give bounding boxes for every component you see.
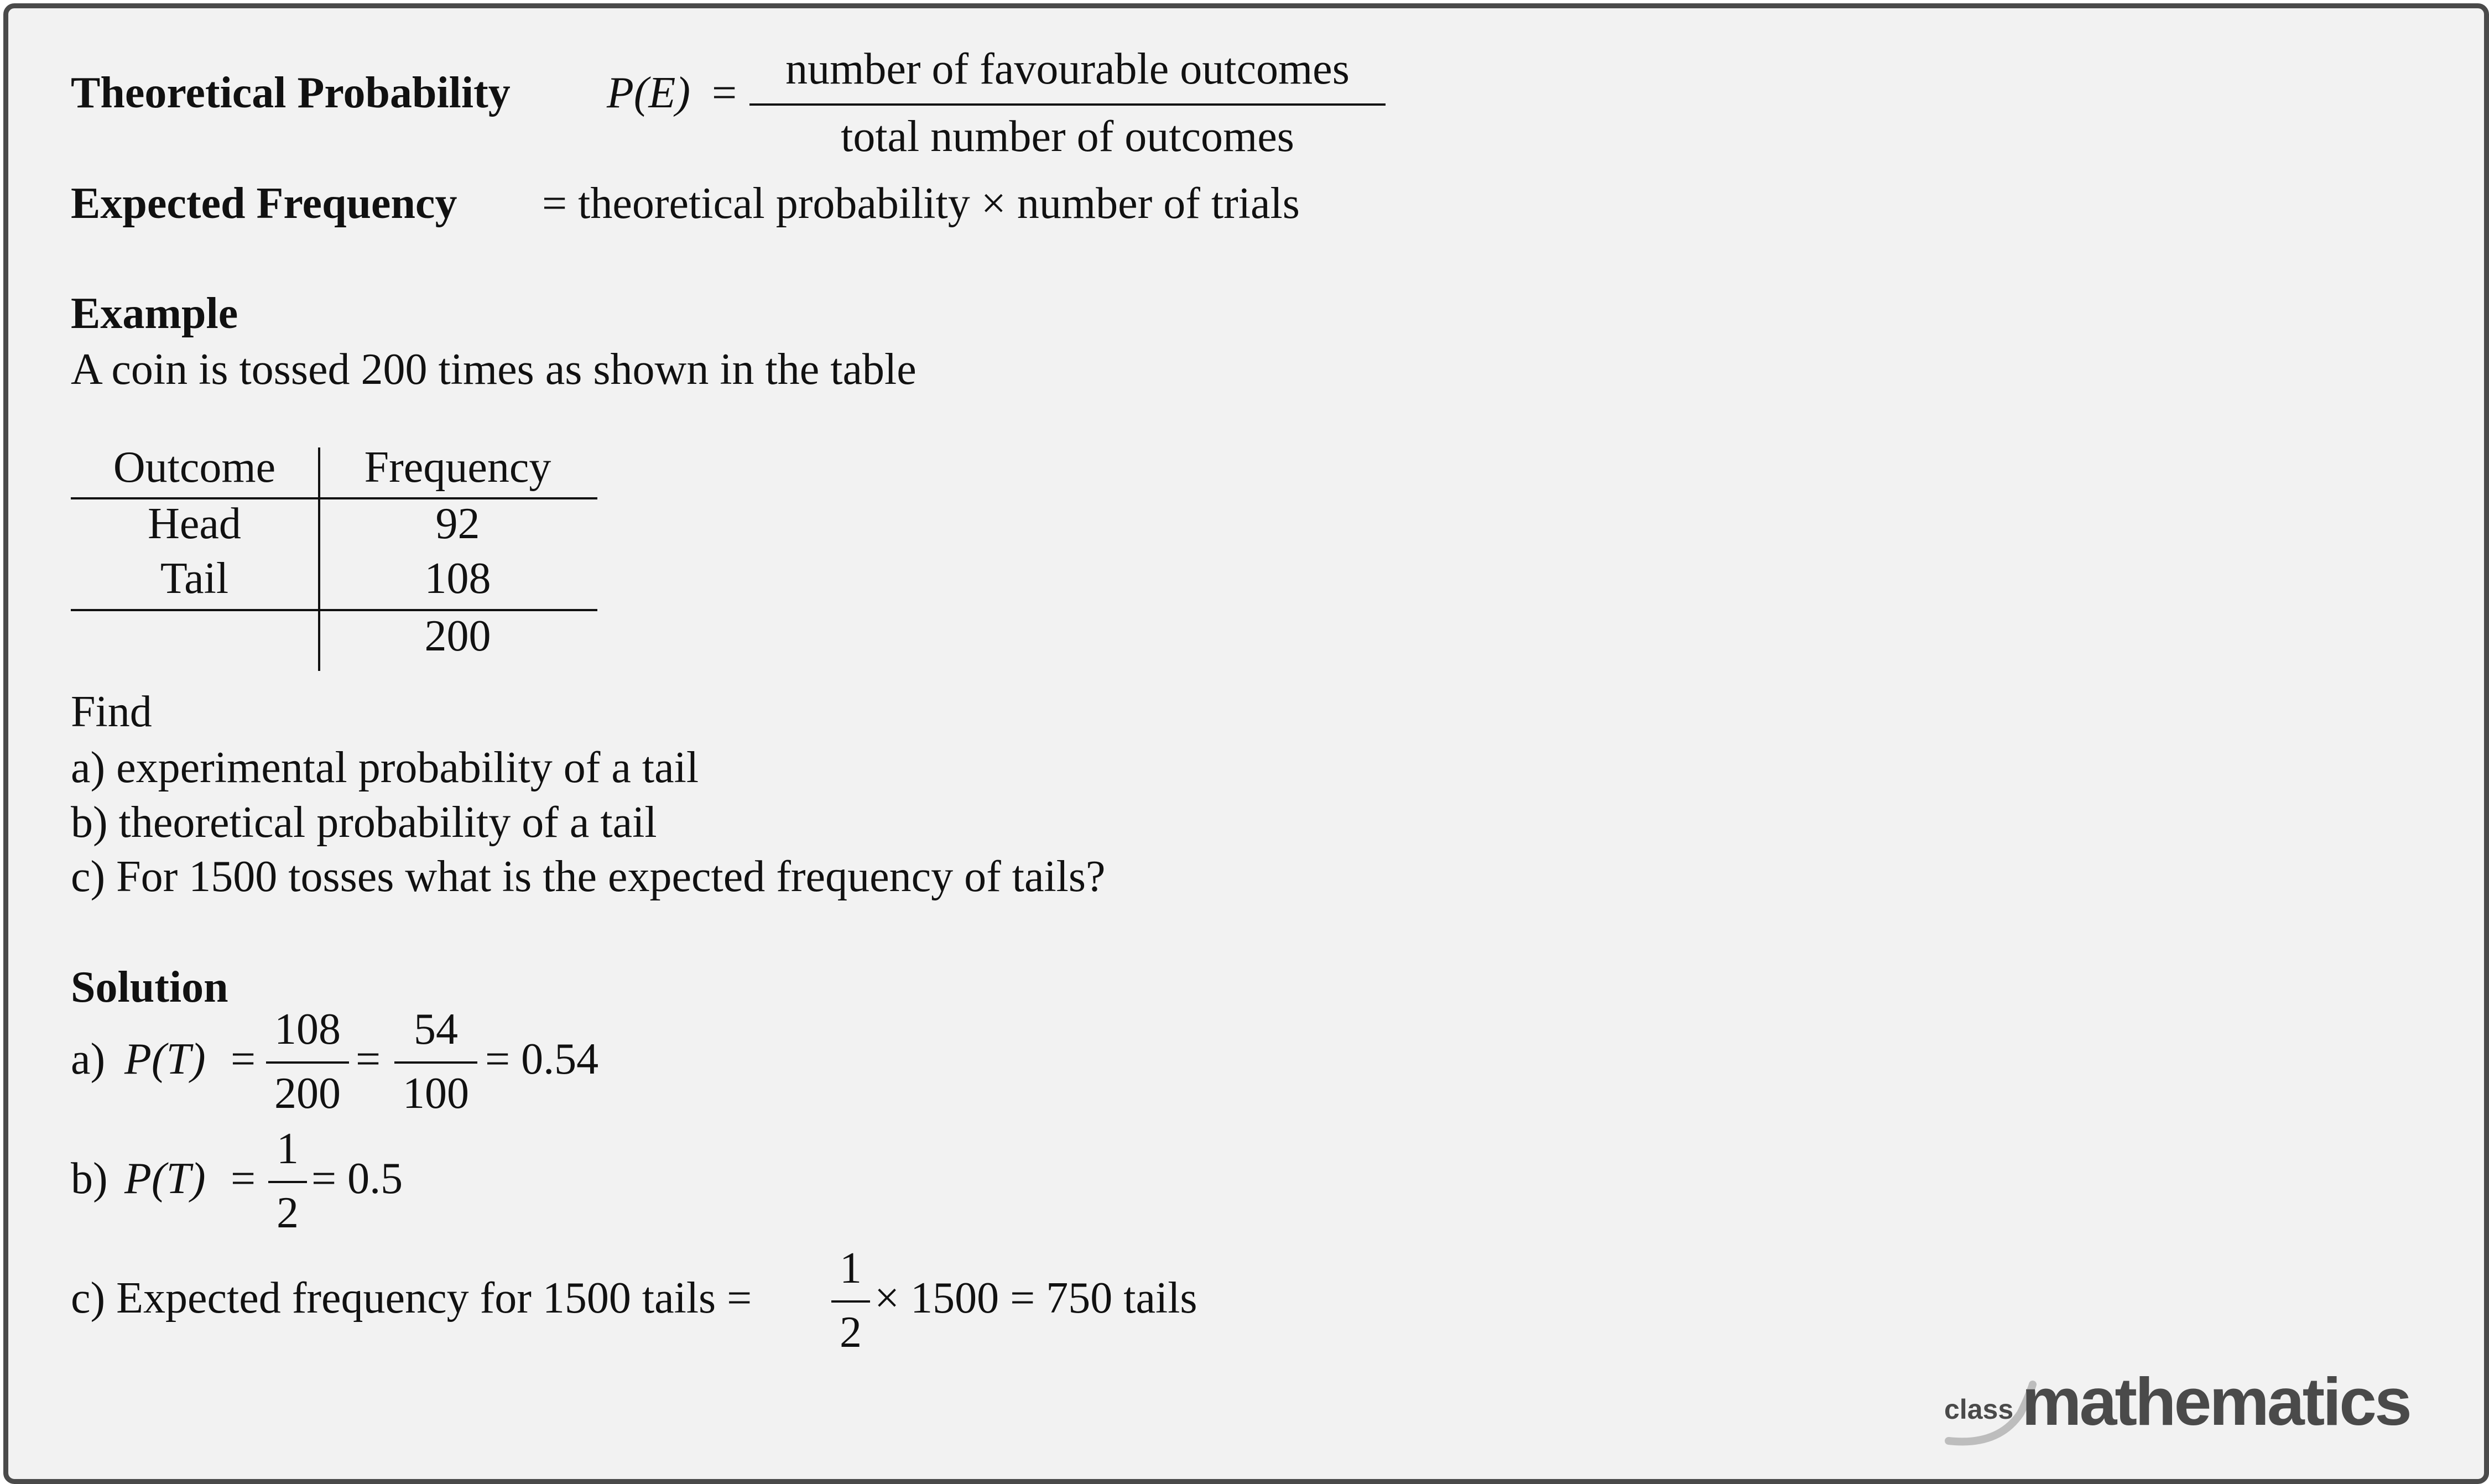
solution-b-fraction <box>268 1124 307 1237</box>
table-total-rule <box>71 609 597 611</box>
content-card <box>3 3 2489 1484</box>
question-a: a) experimental probability of a tail <box>71 743 699 792</box>
table-row-head-frequency: 92 <box>435 499 480 548</box>
solution-b-equals: = <box>231 1154 256 1203</box>
expected-frequency-formula: = theoretical probability × number of trials <box>542 179 1300 228</box>
theoretical-probability-lhs: P(E) <box>607 69 691 117</box>
solution-a-fraction-2-numerator: 54 <box>414 1005 458 1054</box>
table-row-tail-frequency: 108 <box>424 554 491 603</box>
table-header-outcome: Outcome <box>113 443 276 492</box>
theoretical-probability-label: Theoretical Probability <box>71 69 511 117</box>
logo-class-text: class <box>1944 1394 2014 1425</box>
table-column-divider <box>318 447 320 671</box>
solution-c-fraction <box>831 1246 870 1355</box>
question-c: c) For 1500 tosses what is the expected frequency of tails? <box>71 852 1106 901</box>
solution-a-equals-2: = <box>356 1035 381 1084</box>
solution-c-fraction-denominator: 2 <box>840 1308 862 1357</box>
solution-b-fraction-denominator: 2 <box>277 1189 299 1237</box>
solution-b-prefix: b) <box>71 1154 108 1203</box>
solution-a-fraction-2 <box>394 1007 477 1116</box>
solution-heading: Solution <box>71 963 228 1012</box>
solution-a-equals-1: = <box>231 1035 256 1084</box>
table-row-head-outcome: Head <box>148 499 241 548</box>
table-header-frequency: Frequency <box>364 443 551 492</box>
expected-frequency-label: Expected Frequency <box>71 179 457 228</box>
table-total-frequency: 200 <box>424 612 491 660</box>
total-outcomes-denominator: total number of outcomes <box>841 112 1294 161</box>
solution-a-fraction-1 <box>266 1007 349 1116</box>
solution-a-fraction-1-denominator: 200 <box>274 1069 341 1118</box>
find-label: Find <box>71 688 152 736</box>
solution-b-lhs: P(T) <box>124 1154 206 1203</box>
solution-c-fraction-numerator: 1 <box>840 1244 862 1293</box>
example-heading: Example <box>71 289 238 338</box>
solution-a-fraction-2-denominator: 100 <box>403 1069 469 1118</box>
table-row-tail-outcome: Tail <box>160 554 229 603</box>
solution-a-result: = 0.54 <box>485 1035 599 1084</box>
favourable-outcomes-numerator: number of favourable outcomes <box>785 45 1350 93</box>
question-b: b) theoretical probability of a tail <box>71 798 657 847</box>
solution-a-prefix: a) <box>71 1035 106 1084</box>
theoretical-probability-equals: = <box>712 69 737 117</box>
logo-mathematics-text: mathematics <box>2022 1364 2410 1439</box>
solution-c-result: × 1500 = 750 tails <box>874 1274 1197 1322</box>
solution-a-lhs: P(T) <box>124 1035 206 1084</box>
theoretical-probability-fraction <box>749 47 1386 159</box>
solution-c-text: c) Expected frequency for 1500 tails = <box>71 1274 752 1322</box>
solution-b-fraction-numerator: 1 <box>277 1124 299 1173</box>
solution-b-result: = 0.5 <box>311 1154 403 1203</box>
solution-a-fraction-1-numerator: 108 <box>274 1005 341 1054</box>
example-intro: A coin is tossed 200 times as shown in the table <box>71 345 917 394</box>
